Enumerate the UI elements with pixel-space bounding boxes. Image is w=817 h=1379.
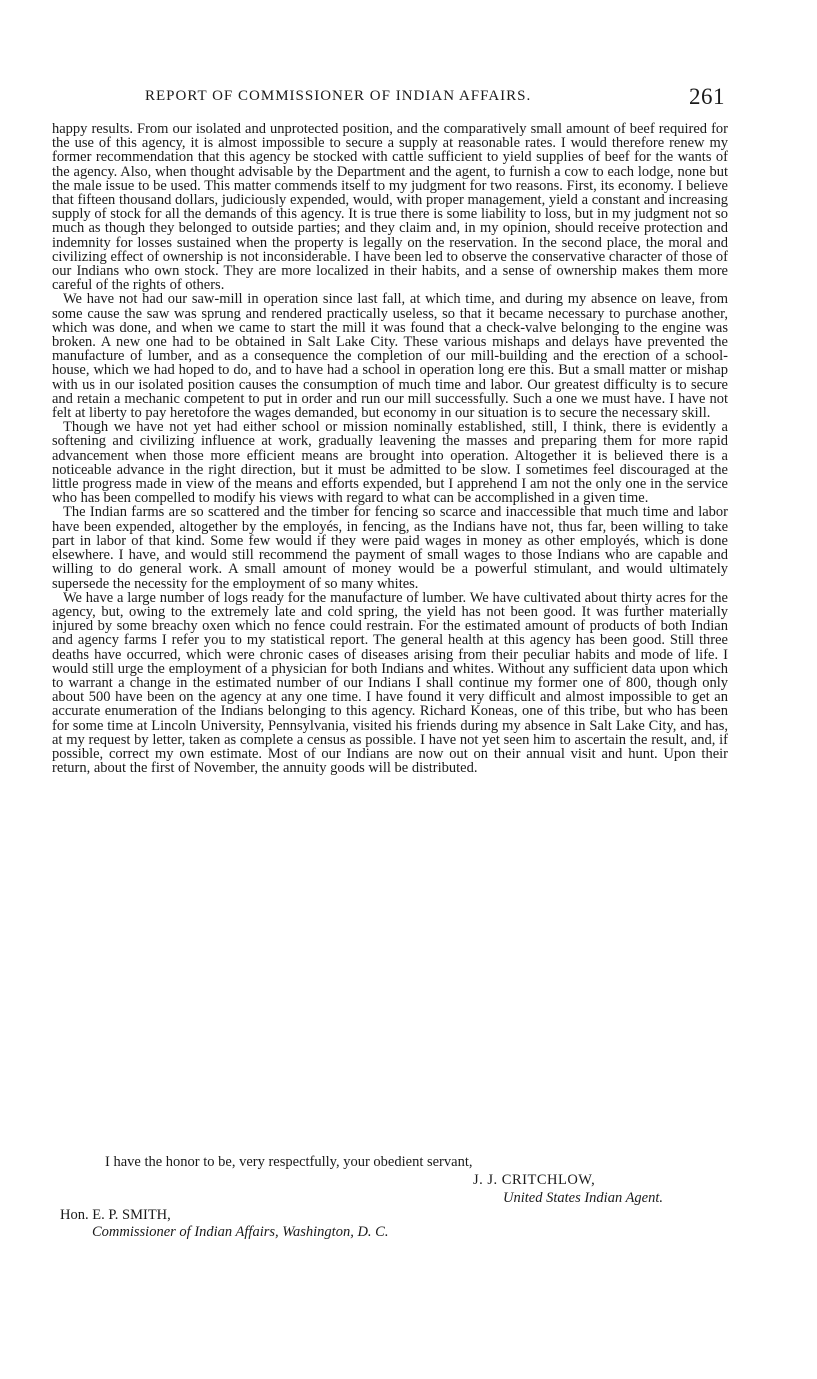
running-head (145, 84, 725, 112)
valediction: I have the honor to be, very respectfully, your obedient servant, (105, 1154, 473, 1170)
report-body (52, 122, 728, 775)
running-title: REPORT OF COMMISSIONER OF INDIAN AFFAIRS. (145, 88, 532, 104)
paragraph-cattle-recommendation: happy results. From our isolated and unprotected position, and the comparatively small amount of beef required for the use of this agency, it is almost impossible to secure a supply at reasonable rates. I would therefore renew my former recommendation that this agency be stocked with cattle sufficient to yield supplies of beef for the wants of the agency. Also, when thought advisable by the Department and the agent, to furnish a cow to each lodge, none but the male issue to be used. This matter commends itself to my judgment for two reasons. First, its economy. I believe that fifteen thousand dollars, judiciously expended, would, with proper management, yield a constant and increasing supply of stock for all the demands of this agency. It is true there is some liability to loss, but in my judgment not so much as though they belonged to outside parties; and they claim and, in my opinion, should receive protection and indemnity for losses sustained when the property is legally on the reservation. In the second place, the moral and civilizing effect of ownership is not inconsiderable. I have been led to observe the conservative character of those of our Indians who own stock. They are more localized in their habits, and a sense of ownership makes them more careful of the rights of others. (52, 121, 728, 294)
page-number: 261 (689, 84, 725, 109)
addressee-title: Commissioner of Indian Affairs, Washington, D. C. (92, 1224, 389, 1240)
paragraph-indian-farms: The Indian farms are so scattered and the timber for fencing so scarce and inaccessible that much time and labor have been expended, altogether by the employés, in fencing, as the Indians have not, thus far, been willing to take part in labor of that kind. Some few would if they were paid wages in money as other employés, which is done elsewhere. I have, and would still recommend the payment of small wages to those Indians who are capable and willing to do general work. A small amount of money would be a powerful stimulant, and would ultimately supersede the necessity for the employment of so many whites. (52, 504, 728, 592)
paragraph-lumber-and-census: We have a large number of logs ready for the manufacture of lumber. We have cultivated about thirty acres for the agency, but, owing to the extremely late and cold spring, the yield has not been good. It was further materially injured by some breachy oxen which no fence could restrain. For the estimated amount of products of both Indian and agency farms I refer you to my statistical report. The general health at this agency has been good. Still three deaths have occurred, which were chronic cases of diseases arising from their peculiar habits and mode of life. I would still urge the employment of a physician for both Indians and whites. Without any sufficient data upon which to warrant a change in the estimated number of our Indians I shall continue my former one of 800, though only about 500 have been on the agency at any one time. I have found it very difficult and almost impossible to get an accurate enumeration of the Indians belonging to this agency. Richard Koneas, one of this tribe, but who has been for some time at Lincoln University, Pennsylvania, visited his friends during my absence in Salt Lake City, and has, at my request by letter, taken as complete a census as possible. I have not yet seen him to ascertain the result, and, if possible, correct my own estimate. Most of our Indians are now out on their annual visit and hunt. Upon their return, about the first of November, the annuity goods will be distributed. (52, 589, 728, 777)
signature-name: J. J. CRITCHLOW, (473, 1172, 596, 1188)
paragraph-saw-mill: We have not had our saw-mill in operation since last fall, at which time, and during my absence on leave, from some cause the saw was sprung and rendered practically useless, so that it became necessary to purchase another, which was done, and when we came to start the mill it was found that a check-valve belonging to the engine was broken. A new one had to be obtained in Salt Lake City. These various mishaps and delays have prevented the manufacture of lumber, and as a consequence the completion of our mill-building and the erection of a school-house, which we had hoped to do, and to have had a school in operation long ere this. But a small matter or mishap with us in our isolated position causes the consumption of much time and labor. Our greatest difficulty is to secure and retain a mechanic competent to put in order and run our mill successfully. Such a one we must have. I have not felt at liberty to pay heretofore the wages demanded, but economy in our situation is to secure the necessary skill. (52, 291, 728, 422)
paragraph-civilizing-influence: Though we have not yet had either school or mission nominally established, still, I think, there is evidently a softening and civilizing influence at work, gradually leavening the masses and preparing them for more rapid advancement when those more efficient means are brought into operation. Altogether it is believed there is a noticeable advance in the right direction, but it must be admitted to be slow. I sometimes feel discouraged at the little progress made in view of the means and efforts expended, but I apprehend I am not the only one in the service who has been compelled to modify his views with regard to what can be accomplished in a given time. (52, 419, 728, 507)
signature-title: United States Indian Agent. (503, 1190, 664, 1206)
addressee-name: Hon. E. P. SMITH, (60, 1207, 171, 1223)
